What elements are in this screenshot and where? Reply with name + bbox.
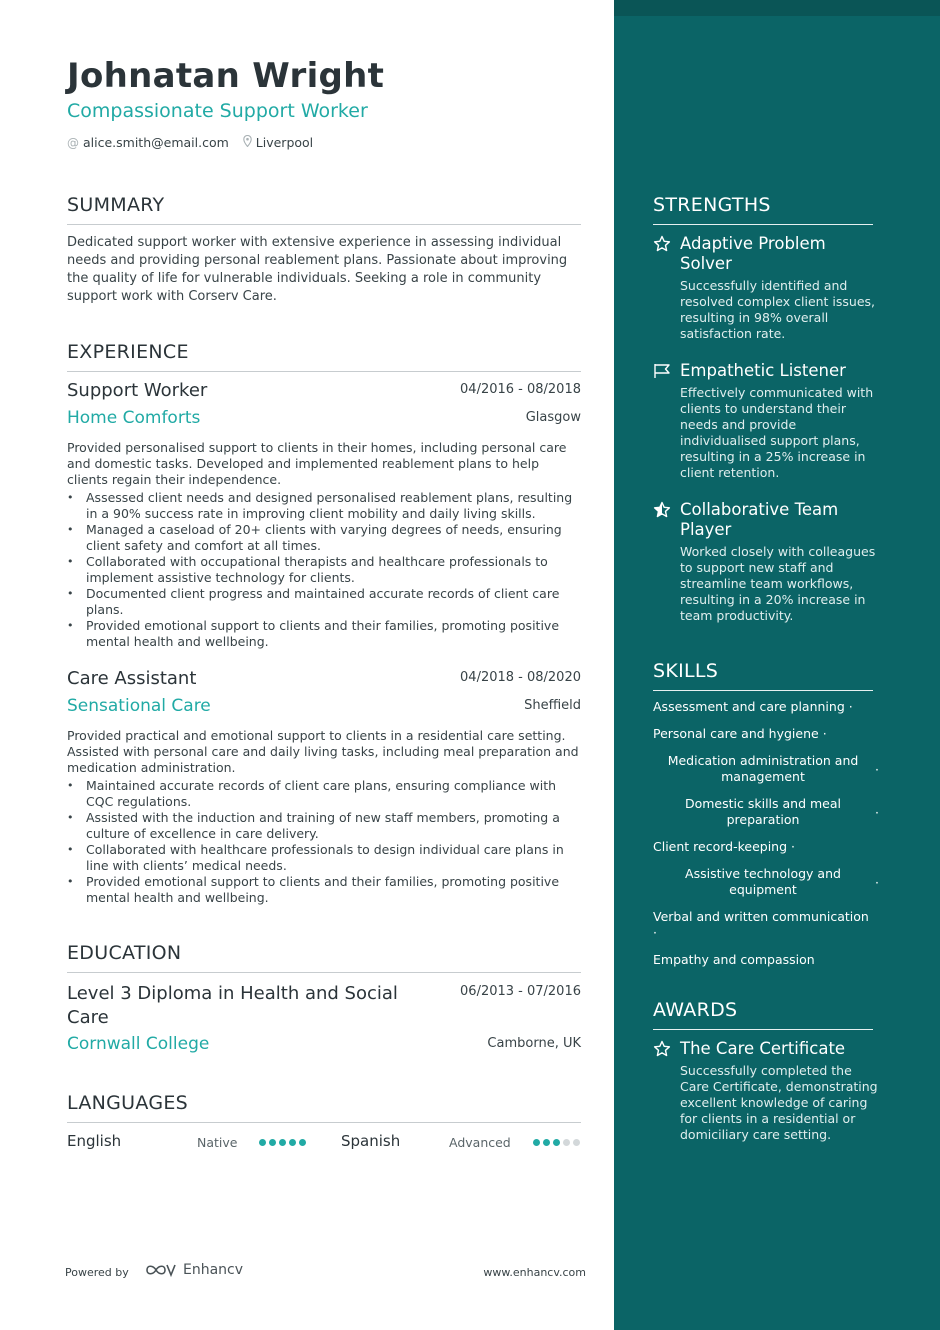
education-entry <box>67 982 581 1054</box>
school-location: Camborne, UK <box>487 1036 581 1051</box>
job-bullets <box>67 490 581 650</box>
summary-title: SUMMARY <box>67 194 581 225</box>
job-company: Sensational Care <box>67 696 211 716</box>
school-name: Cornwall College <box>67 1034 210 1054</box>
skill-item <box>653 909 873 941</box>
job-description: Provided practical and emotional support to clients in a residential care setting. Assisted with personal care and daily living tasks, including meal preparation and medication administration. <box>67 728 579 775</box>
language-level: Native <box>197 1135 238 1150</box>
rating-dot-filled <box>299 1139 306 1146</box>
skill-separator: · <box>822 726 827 741</box>
location-text: Liverpool <box>255 135 314 150</box>
job-bullet: • Provided emotional support to clients and their families, promoting positive mental health and wellbeing. <box>67 618 581 650</box>
contact-location <box>243 135 313 150</box>
strength-title: Adaptive Problem Solver <box>680 234 826 273</box>
strength-text: Effectively communicated with clients to understand their needs and provide individualised support plans, resulting in a 25% increase in client retention. <box>680 385 874 480</box>
summary-text: Dedicated support worker with extensive experience in assessing individual needs and providing personal reablement plans. Passionate about improving the quality of life for vulnerable individuals. Seeking a role in community support work with Corserv Care. <box>67 235 568 304</box>
skill-separator: · <box>875 762 879 777</box>
language-rating <box>259 1139 306 1146</box>
skill-item <box>653 839 873 855</box>
job-entry <box>67 380 581 650</box>
rating-dot-filled <box>259 1139 266 1146</box>
education-title: EDUCATION <box>67 942 581 973</box>
skill-item <box>653 726 873 742</box>
skill-item <box>653 796 879 828</box>
strength-title: Empathetic Listener <box>680 361 846 380</box>
pin-icon <box>243 135 252 150</box>
rating-dot-filled <box>279 1139 286 1146</box>
rating-dot-filled <box>543 1139 550 1146</box>
strength-title: Collaborative Team Player <box>680 500 839 539</box>
skill-label: Domestic skills and meal preparation <box>684 796 842 827</box>
skill-item <box>653 866 879 898</box>
email-text: alice.smith@email.com <box>83 135 229 150</box>
job-bullet: • Assisted with the induction and training of new staff members, promoting a culture of excellence in care delivery. <box>67 810 581 842</box>
contact-email[interactable] <box>67 135 229 150</box>
job-bullet: • Collaborated with occupational therapists and healthcare professionals to implement assistive technology for clients. <box>67 554 581 586</box>
job-location: Glasgow <box>525 410 581 425</box>
footer <box>65 1264 586 1284</box>
language-name: Spanish <box>341 1132 401 1150</box>
resume-sidebar <box>614 0 940 1330</box>
candidate-name: Johnatan Wright <box>67 56 385 96</box>
language-rating <box>533 1139 580 1146</box>
job-dates: 04/2016 - 08/2018 <box>460 382 581 397</box>
awards-title: AWARDS <box>653 999 873 1030</box>
job-entry <box>67 668 581 906</box>
footer-url[interactable]: www.enhancv.com <box>483 1266 586 1279</box>
languages-title: LANGUAGES <box>67 1092 581 1123</box>
rating-dot-filled <box>533 1139 540 1146</box>
skills-title: SKILLS <box>653 660 873 691</box>
strength-item <box>653 500 883 624</box>
star-outline-icon <box>653 235 671 253</box>
education-dates: 06/2013 - 07/2016 <box>460 984 581 999</box>
strengths-title: STRENGTHS <box>653 194 873 225</box>
skill-separator: · <box>875 805 879 820</box>
job-bullet: • Collaborated with healthcare professionals to design individual care plans in line with clients’ medical needs. <box>67 842 581 874</box>
rating-dot-empty <box>573 1139 580 1146</box>
star-outline-icon <box>653 1040 671 1058</box>
skill-label: Client record-keeping <box>653 839 788 854</box>
skills-list <box>653 699 879 979</box>
rating-dot-filled <box>289 1139 296 1146</box>
job-bullets <box>67 778 581 906</box>
degree-title: Level 3 Diploma in Health and Social Care <box>67 983 398 1028</box>
job-bullet: • Managed a caseload of 20+ clients with varying degrees of needs, ensuring client safety and comfort at all times. <box>67 522 581 554</box>
language-level: Advanced <box>449 1135 511 1150</box>
skill-separator: · <box>791 839 796 854</box>
enhancv-logo[interactable] <box>145 1262 243 1278</box>
skill-separator: · <box>848 699 853 714</box>
award-item <box>653 1039 883 1143</box>
job-bullet: • Maintained accurate records of client care plans, ensuring compliance with CQC regulations. <box>67 778 581 810</box>
skill-item <box>653 753 879 785</box>
job-company: Home Comforts <box>67 408 201 428</box>
skill-label: Empathy and compassion <box>653 952 815 967</box>
award-text: Successfully completed the Care Certificate, demonstrating excellent knowledge of caring for clients in a residential or domiciliary care setting. <box>680 1063 878 1142</box>
job-bullet: • Documented client progress and maintained accurate records of client care plans. <box>67 586 581 618</box>
job-title: Support Worker <box>67 380 208 401</box>
skill-label: Assessment and care planning <box>653 699 845 714</box>
brand-name: Enhancv <box>183 1262 244 1278</box>
at-icon: @ <box>67 135 79 150</box>
skill-label: Verbal and written communication <box>653 909 869 924</box>
strength-item <box>653 234 883 342</box>
job-location: Sheffield <box>524 698 581 713</box>
strength-item <box>653 361 883 481</box>
job-bullet: • Assessed client needs and designed personalised reablement plans, resulting in a 90% success rate in improving client mobility and daily living skills. <box>67 490 581 522</box>
skill-label: Personal care and hygiene <box>653 726 819 741</box>
skill-label: Assistive technology and equipment <box>685 866 841 897</box>
skill-label: Medication administration and management <box>667 753 859 784</box>
job-dates: 04/2018 - 08/2020 <box>460 670 581 685</box>
strength-text: Worked closely with colleagues to support new staff and streamline team workflows, resulting in a 20% increase in team productivity. <box>680 544 876 623</box>
skill-item <box>653 699 873 715</box>
rating-dot-empty <box>563 1139 570 1146</box>
contact-info <box>67 135 313 150</box>
half-star-icon <box>653 501 671 519</box>
award-title: The Care Certificate <box>680 1039 846 1058</box>
strength-text: Successfully identified and resolved complex client issues, resulting in 98% overall satisfaction rate. <box>680 278 876 341</box>
rating-dot-filled <box>269 1139 276 1146</box>
rating-dot-filled <box>553 1139 560 1146</box>
skill-separator: · <box>653 925 657 940</box>
experience-title: EXPERIENCE <box>67 341 581 372</box>
languages-list <box>67 1130 581 1154</box>
job-title: Care Assistant <box>67 668 197 689</box>
skill-item <box>653 952 873 968</box>
skill-separator: · <box>875 875 879 890</box>
flag-icon <box>653 362 671 380</box>
job-description: Provided personalised support to clients in their homes, including personal care and domestic tasks. Developed and implemented reablement plans to help clients regain their independence. <box>67 440 567 487</box>
candidate-role: Compassionate Support Worker <box>67 100 368 122</box>
sidebar-top-bar <box>614 0 940 16</box>
powered-by-text: Powered by <box>65 1266 129 1279</box>
job-bullet: • Provided emotional support to clients and their families, promoting positive mental health and wellbeing. <box>67 874 581 906</box>
language-name: English <box>67 1132 122 1150</box>
enhancv-logo-icon <box>145 1262 177 1278</box>
